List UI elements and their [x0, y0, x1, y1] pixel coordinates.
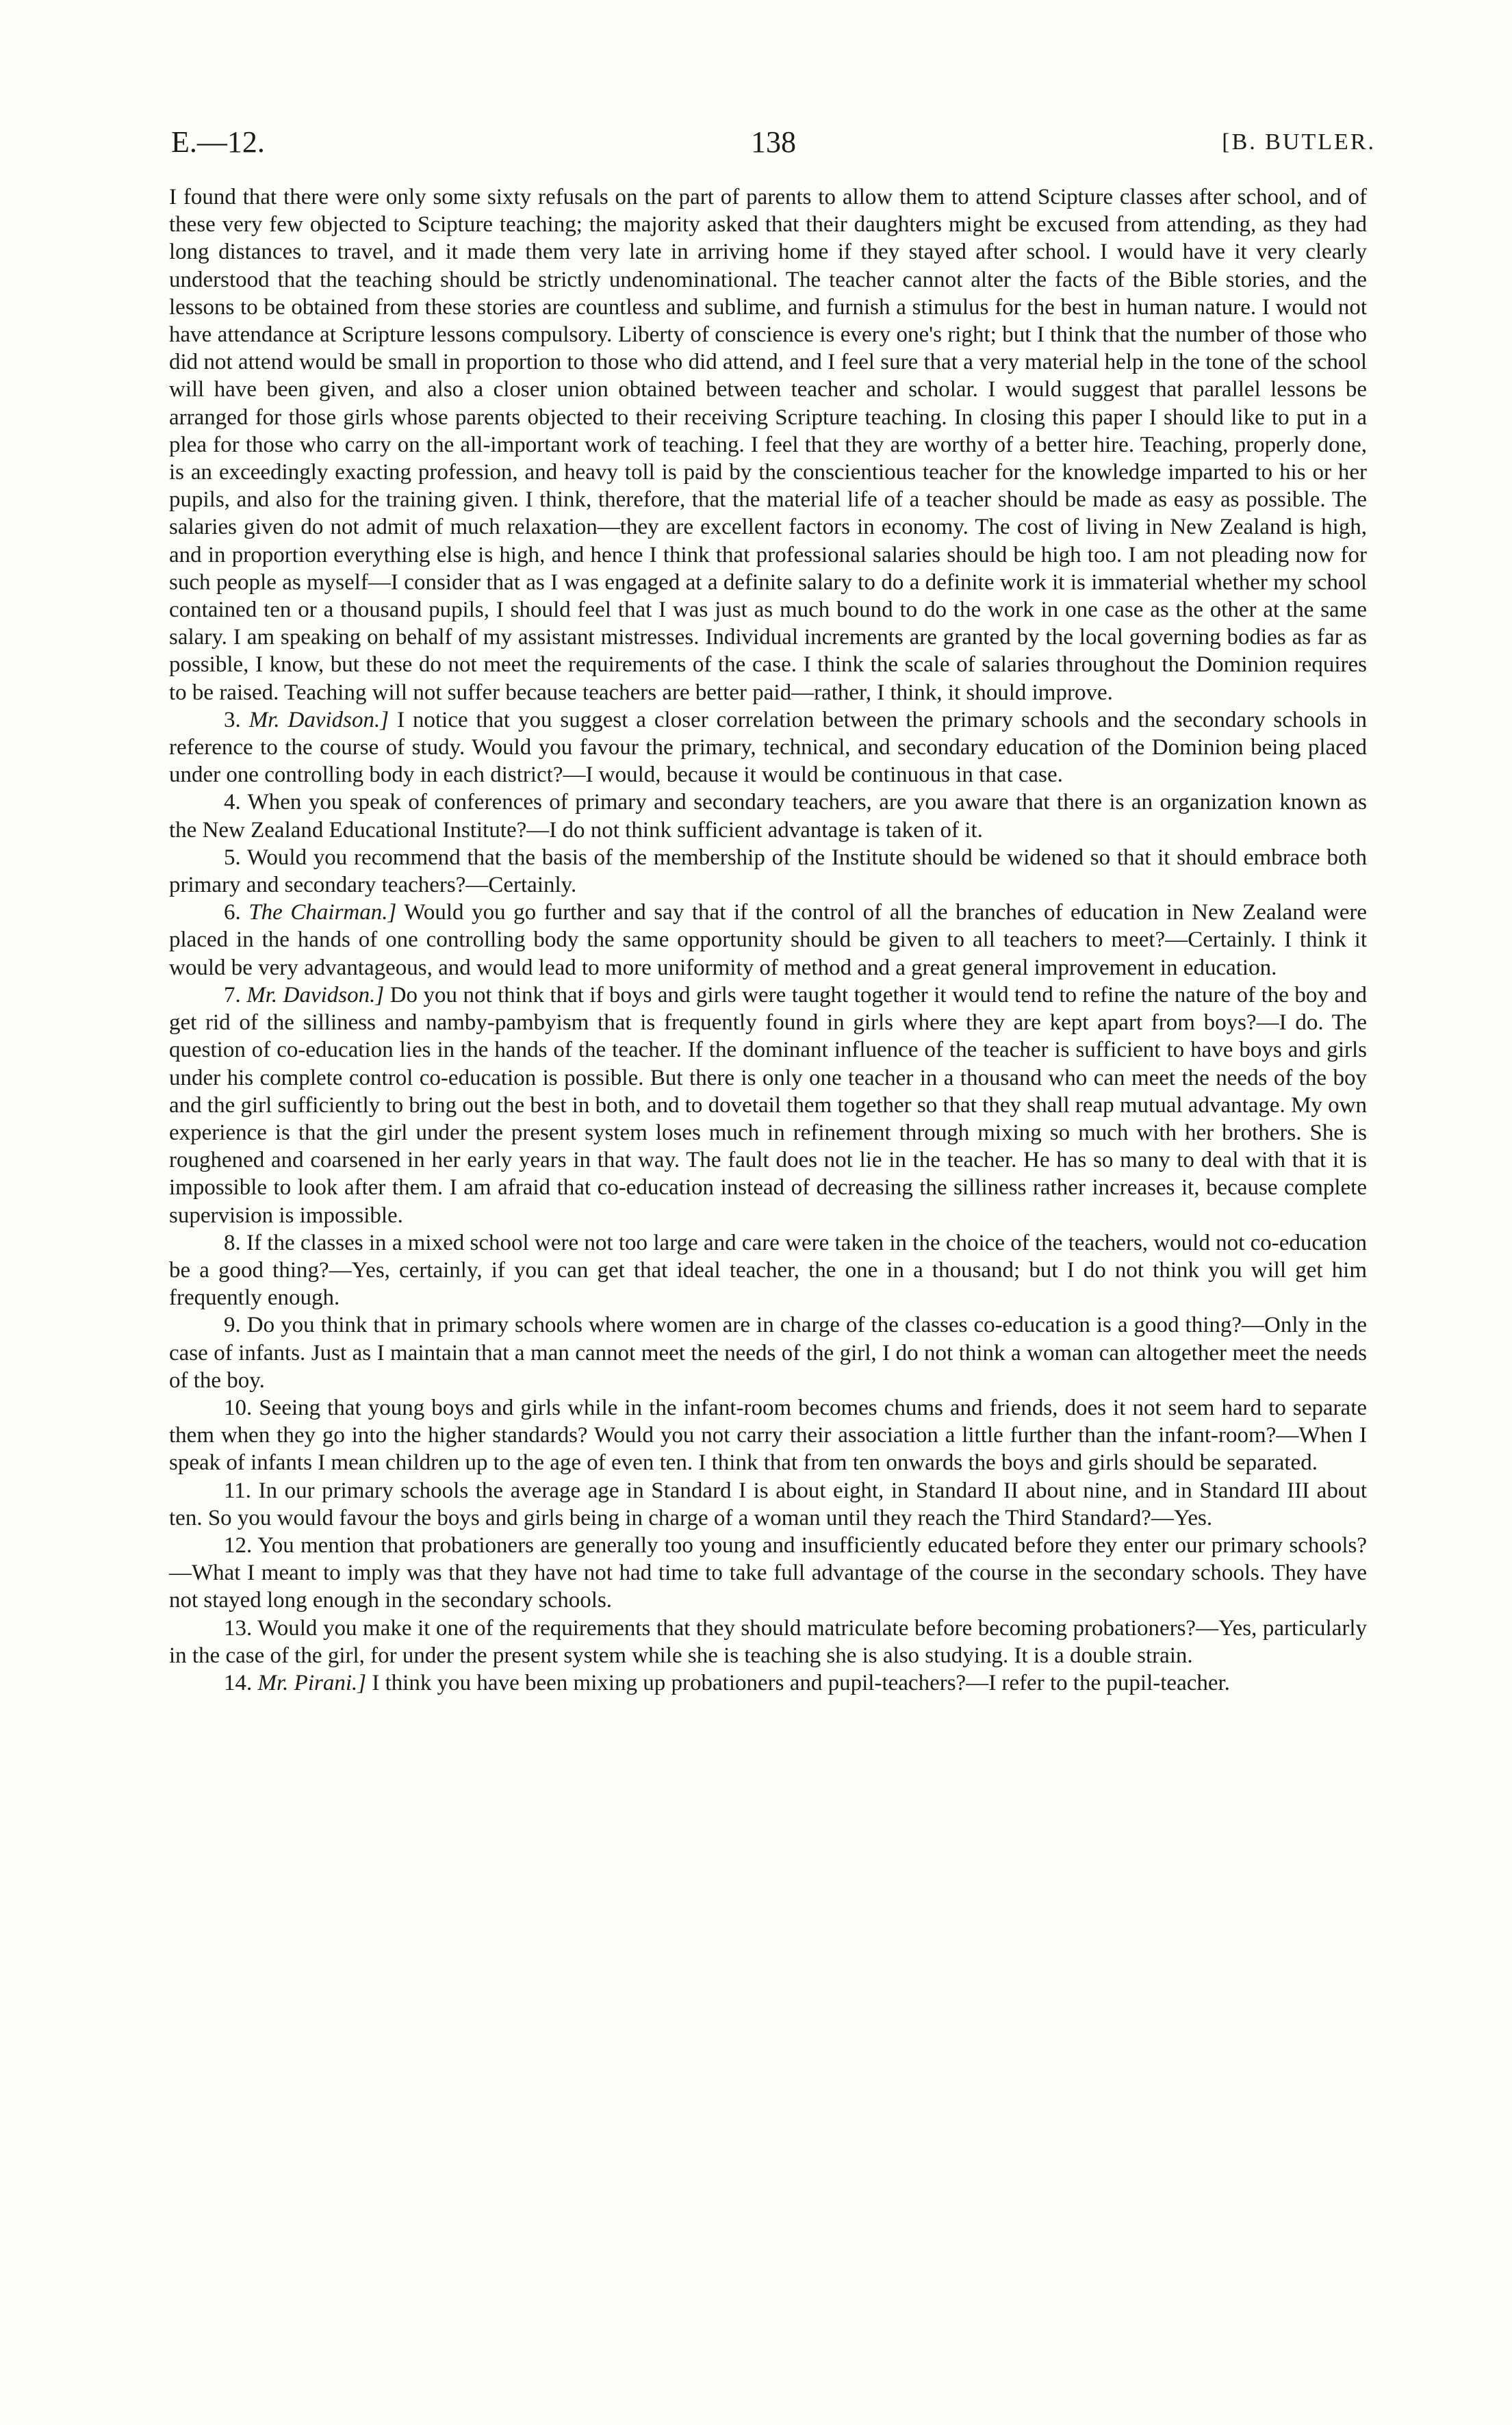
witness-name: [B. BUTLER. [1222, 129, 1376, 155]
page-number: 138 [751, 125, 796, 159]
paragraph-text: In our primary schools the average age in Standard I is about eight, in Standard II about nine, and in Standard III about ten. So you would favour the boys and girls being in charge of a woman until they reach the Third Standard?—Yes. [169, 1478, 1367, 1530]
paragraph-text: Do you think that in primary schools where women are in charge of the classes co-education is a good thing?—Only in the case of infants. Just as I maintain that a man cannot meet the needs of the girl, I do not think a woman can altogether meet the needs of the boy. [169, 1313, 1368, 1393]
paragraph-continuation [169, 183, 1367, 706]
question-number: 12. [224, 1532, 253, 1558]
paragraph-text: You mention that probationers are generally too young and insufficiently educated before they enter our primary schools?—What I meant to imply was that they have not had time to take full advantage of the course in the secondary schools. They have not stayed long enough in the secondary schools. [169, 1532, 1367, 1613]
paragraph-text: I notice that you suggest a closer correlation between the primary schools and the secondary schools in reference to the course of study. Would you favour the primary, technical, and secondary education of the Dominion being placed under one controlling body in each district?—I would, because it would be continuous in that case. [169, 707, 1368, 788]
question-paragraph [169, 1532, 1367, 1615]
document-reference: E.—12. [171, 125, 265, 159]
page-header [171, 122, 1376, 163]
question-paragraph [169, 844, 1367, 899]
question-number: 13. [224, 1615, 253, 1641]
speaker-name: The Chairman.] [248, 900, 397, 925]
question-paragraph [169, 1669, 1367, 1697]
question-number: 6. [224, 900, 241, 925]
speaker-name: Mr. Pirani.] [257, 1670, 367, 1695]
question-paragraph [169, 981, 1367, 1229]
question-number: 11. [224, 1478, 252, 1503]
speaker-name: Mr. Davidson.] [248, 707, 389, 732]
paragraph-text: Would you make it one of the requirements that they should matriculate before becoming probationers?—Yes, particularly in the case of the girl, for under the present system while she is teaching she is also studying. It is a double strain. [169, 1615, 1367, 1668]
paragraph-text: Would you go further and say that if the control of all the branches of education in New Zealand were placed in the hands of one controlling body the same opportunity should be given to all teachers to meet?—Certainly. I think it would be very advantageous, and would lead to more uniformity of method and a great general improvement in education. [169, 900, 1367, 980]
paragraph-text: I think you have been mixing up probationers and pupil-teachers?—I refer to the pupil-teacher. [372, 1670, 1230, 1695]
question-paragraph [169, 1394, 1367, 1477]
question-paragraph [169, 1615, 1367, 1669]
question-number: 5. [224, 845, 241, 870]
question-number: 14. [224, 1670, 253, 1695]
question-paragraph [169, 1477, 1367, 1532]
paragraph-text: Would you recommend that the basis of the membership of the Institute should be widened so that it should embrace both primary and secondary teachers?—Certainly. [169, 845, 1368, 898]
question-number: 3. [224, 707, 241, 732]
question-number: 8. [224, 1230, 241, 1255]
question-number: 9. [224, 1313, 241, 1338]
paragraph-text: I found that there were only some sixty refusals on the part of parents to allow them to attend Scipture classes after school, and of these very few objected to Scipture teaching; the majority asked that their daughters might be excused from attending, as they had long distances to travel, and it made them very late in arriving home if they stayed after school. I would have it very clearly understood that the teaching should be strictly undenominational. The teacher cannot alter the facts of the Bible stories, and the lessons to be obtained from these stories are countless and sublime, and furnish a stimulus for the best in human nature. I would not have attendance at Scripture lessons compulsory. Liberty of conscience is every one's right; but I think that the number of those who did not attend would be small in proportion to those who did attend, and I feel sure that a very material help in the tone of the school will have been given, and also a closer union obtained between teacher and scholar. I would suggest that parallel lessons be arranged for those girls whose parents objected to their receiving Scripture teaching. In closing this paper I should like to put in a plea for those who carry on the all-important work of teaching. I feel that they are worthy of a better hire. Teaching, properly done, is an exceedingly exacting profession, and heavy toll is paid by the conscientious teacher for the knowledge imparted to his or her pupils, and also for the training given. I think, therefore, that the material life of a teacher should be made as easy as possible. The salaries given do not admit of much relaxation—they are excellent factors in economy. The cost of living in New Zealand is high, and in proportion everything else is high, and hence I think that professional salaries should be high too. I am not pleading now for such people as myself—I consider that as I was engaged at a definite salary to do a definite work it is immaterial whether my school contained ten or a thousand pupils, I should feel that I was just as much bound to do the work in one case as the other at the same salary. I am speaking on behalf of my assistant mistresses. Individual increments are granted by the local governing bodies as far as possible, I know, but these do not meet the requirements of the case. I think the scale of salaries throughout the Dominion requires to be raised. Teaching will not suffer because teachers are better paid—rather, I think, it should improve. [169, 185, 1367, 705]
question-paragraph [169, 706, 1367, 789]
question-number: 10. [224, 1395, 253, 1420]
speaker-name: Mr. Davidson.] [246, 982, 385, 1008]
question-paragraph [169, 899, 1367, 981]
paragraph-text: Do you not think that if boys and girls were taught together it would tend to refine the nature of the boy and get rid of the silliness and namby-pambyism that is frequently found in girls where they are kept apart from boys?—I do. The question of co-education lies in the hands of the teacher. If the dominant influence of the teacher is sufficient to have boys and girls under his complete control co-education is possible. But there is only one teacher in a thousand who can meet the needs of the boy and the girl sufficiently to bring out the best in both, and to dovetail them together so that they shall reap mutual advantage. My own experience is that the girl under the present system loses much in refinement through mixing so much with her brothers. She is roughened and coarsened in her early years in that way. The fault does not lie in the teacher. He has so many to deal with that it is impossible to look after them. I am afraid that co-education instead of decreasing the silliness rather increases it, because complete supervision is impossible. [169, 982, 1368, 1228]
question-number: 4. [224, 790, 241, 815]
question-paragraph [169, 1229, 1367, 1312]
question-number: 7. [224, 982, 241, 1008]
question-paragraph [169, 1311, 1367, 1394]
paragraph-text: When you speak of conferences of primary and secondary teachers, are you aware that there is an organization known as the New Zealand Educational Institute?—I do not think sufficient advantage is taken of it. [169, 790, 1368, 843]
paragraph-text: If the classes in a mixed school were not too large and care were taken in the choice of the teachers, would not co-education be a good thing?—Yes, certainly, if you can get that ideal teacher, the one in a thousand; but I do not think you will get him frequently enough. [169, 1230, 1367, 1311]
question-paragraph [169, 788, 1367, 843]
body-text [169, 183, 1367, 1697]
paragraph-text: Seeing that young boys and girls while in the infant-room becomes chums and friends, does it not seem hard to separate them when they go into the higher standards? Would you not carry their association a little further than the infant-room?—When I speak of infants I mean children up to the age of even ten. I think that from ten onwards the boys and girls should be separated. [169, 1395, 1368, 1476]
